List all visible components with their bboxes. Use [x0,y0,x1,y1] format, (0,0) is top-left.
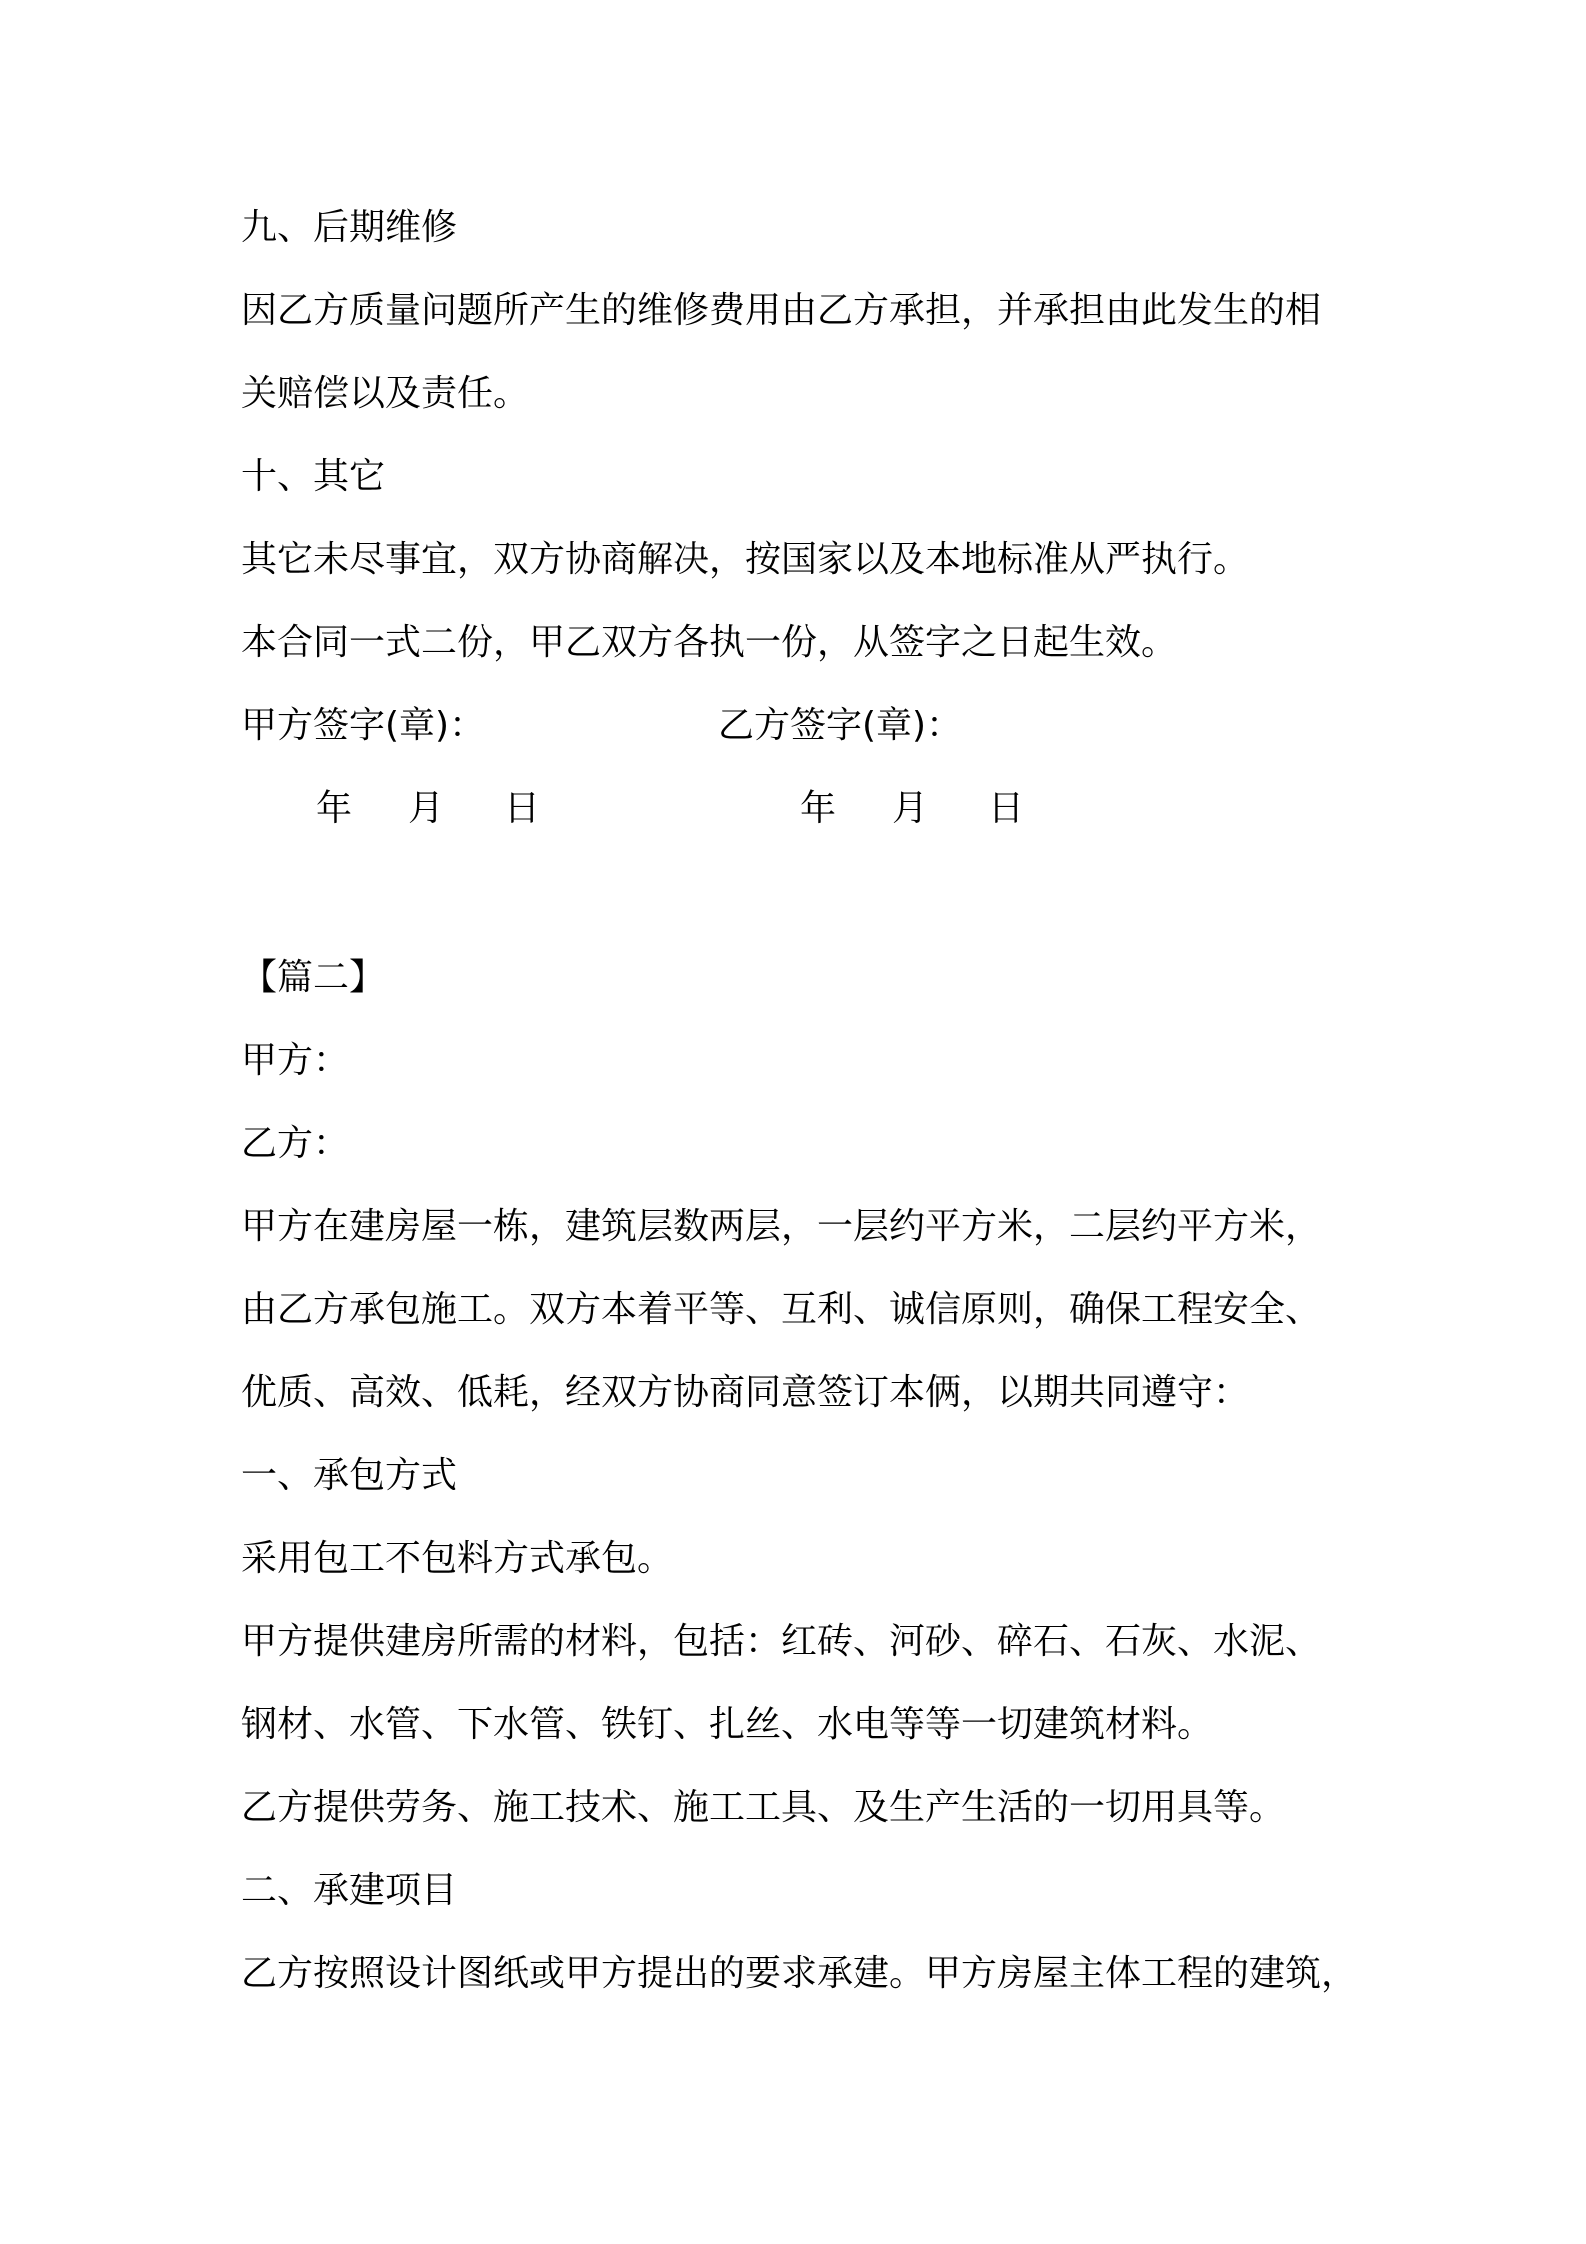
paragraph-line: 由乙方承包施工。双方本着平等、互利、诚信原则，确保工程安全、 [241,1289,1322,1330]
section-heading-construction-items: 二、承建项目 [241,1870,458,1911]
party-a-date-day: 日 [504,788,541,829]
paragraph-line: 乙方提供劳务、施工技术、施工工具、及生产生活的一切用具等。 [241,1787,1286,1828]
paragraph-line: 采用包工不包料方式承包。 [241,1538,674,1579]
paragraph-line: 甲方提供建房所需的材料，包括：红砖、河砂、碎石、石灰、水泥、 [241,1621,1322,1662]
party-a-date-year: 年 [316,788,353,829]
paragraph-line: 优质、高效、低耗，经双方协商同意签订本俩，以期共同遵守： [241,1372,1250,1413]
section-heading-maintenance: 九、后期维修 [241,207,458,248]
party-b-date-year: 年 [800,788,837,829]
section-heading-other: 十、其它 [241,456,386,497]
party-a-date-month: 月 [408,788,445,829]
party-b-date-month: 月 [892,788,929,829]
party-b-date-day: 日 [988,788,1025,829]
section-heading-contract-method: 一、承包方式 [241,1455,458,1496]
paragraph-line: 乙方按照设计图纸或甲方提出的要求承建。甲方房屋主体工程的建筑， [241,1953,1358,1994]
paragraph-line: 关赔偿以及责任。 [241,373,530,414]
party-b-field: 乙方： [241,1123,350,1164]
party-a-field: 甲方： [241,1040,350,1081]
paragraph-line: 甲方在建房屋一栋，建筑层数两层，一层约平方米，二层约平方米， [241,1206,1322,1247]
paragraph-line: 因乙方质量问题所产生的维修费用由乙方承担，并承担由此发生的相 [241,290,1322,331]
section-title-part-two: 【篇二】 [241,957,386,998]
paragraph-line: 其它未尽事宜，双方协商解决，按国家以及本地标准从严执行。 [241,539,1250,580]
party-b-signature-label: 乙方签字(章)： [718,705,963,746]
paragraph-line: 钢材、水管、下水管、铁钉、扎丝、水电等等一切建筑材料。 [241,1704,1214,1745]
paragraph-line: 本合同一式二份，甲乙双方各执一份，从签字之日起生效。 [241,622,1178,663]
party-a-signature-label: 甲方签字(章)： [241,705,486,746]
